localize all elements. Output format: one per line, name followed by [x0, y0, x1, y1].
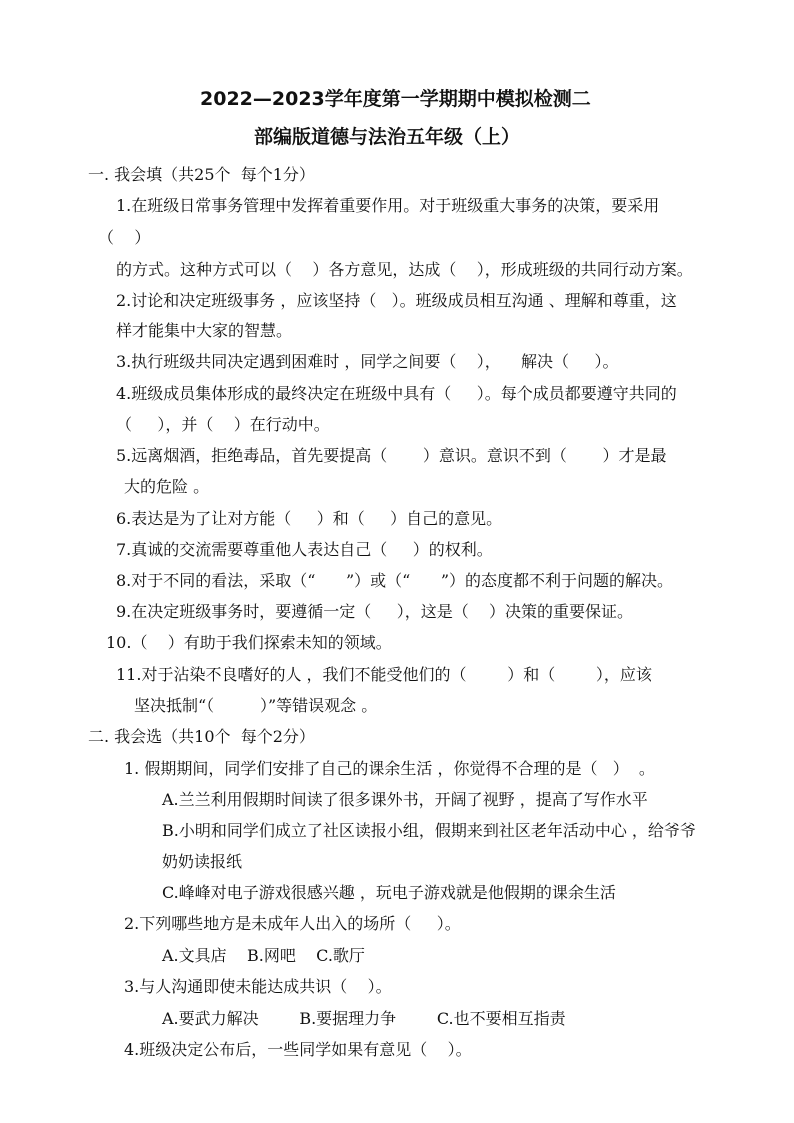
section2-heading: 二. 我会选（共10个 每个2分） [88, 727, 315, 746]
s1-line: 样才能集中大家的智慧。 [116, 321, 293, 340]
s2-line: 2.下列哪些地方是未成年人出入的场所（ ）。 [124, 914, 461, 933]
s1-line: （ ），并（ ）在行动中。 [116, 415, 330, 434]
s1-line: 7.真诚的交流需要尊重他人表达自己（ ）的权利。 [116, 540, 493, 559]
s2-line: 3.与人沟通即使未能达成共识（ ）。 [124, 977, 392, 996]
s2-line: B.小明和同学们成立了社区读报小组，假期来到社区老年活动中心 ，给爷爷 [162, 821, 696, 840]
s1-line: 4.班级成员集体形成的最终决定在班级中具有（ ）。每个成员都要遵守共同的 [116, 384, 677, 403]
section1-heading: 一. 我会填（共25个 每个1分） [88, 165, 315, 184]
s1-line: 8.对于不同的看法，采取（“ ”）或（“ ”）的态度都不利于问题的解决。 [116, 571, 674, 590]
s2-line: A.兰兰利用假期时间读了很多课外书，开阔了视野 ，提高了写作水平 [162, 790, 648, 809]
s2-line: 4.班级决定公布后，一些同学如果有意见（ ）。 [124, 1040, 472, 1059]
s1-line: 11.对于沾染不良嗜好的人 ，我们不能受他们的（ ）和（ ），应该 [116, 665, 652, 684]
s1-line: 的方式。这种方式可以（ ）各方意见，达成（ ），形成班级的共同行动方案。 [116, 260, 693, 279]
s2-line: C.峰峰对电子游戏很感兴趣 ，玩电子游戏就是他假期的课余生活 [162, 883, 616, 902]
s2-line: A.文具店 B.网吧 C.歌厅 [162, 946, 365, 965]
s1-line: 5.远离烟酒，拒绝毒品，首先要提高（ ）意识。意识不到（ ）才是最 [116, 446, 667, 465]
s1-line: 10.（ ）有助于我们探索未知的领域。 [106, 633, 392, 652]
s1-line: （ ） [98, 228, 151, 247]
s1-line: 3.执行班级共同决定遇到困难时 ，同学之间要（ ）， 解决（ ）。 [116, 352, 619, 371]
s1-line: 9.在决定班级事务时，要遵循一定（ ），这是（ ）决策的重要保证。 [116, 602, 634, 621]
title-line-1: 2022—2023学年度第一学期期中模拟检测二 [200, 88, 591, 110]
s1-line: 6.表达是为了让对方能（ ）和（ ）自己的意见。 [116, 509, 503, 528]
s2-line: A.要武力解决 B.要据理力争 C.也不要相互指责 [162, 1009, 566, 1028]
s1-line: 坚决抵制“（ ）”等错误观念 。 [134, 696, 378, 715]
s2-line: 1. 假期期间，同学们安排了自己的课余生活 ，你觉得不合理的是（ ） 。 [124, 759, 655, 778]
title-line-2: 部编版道德与法治五年级（上） [254, 126, 521, 148]
s1-line: 2.讨论和决定班级事务 ，应该坚持（ ）。班级成员相互沟通 、理解和尊重，这 [116, 291, 677, 310]
s1-line: 大的危险 。 [124, 477, 210, 496]
s2-line: 奶奶读报纸 [162, 852, 243, 871]
s1-line: 1.在班级日常事务管理中发挥着重要作用。对于班级重大事务的决策，要采用 [116, 196, 660, 215]
